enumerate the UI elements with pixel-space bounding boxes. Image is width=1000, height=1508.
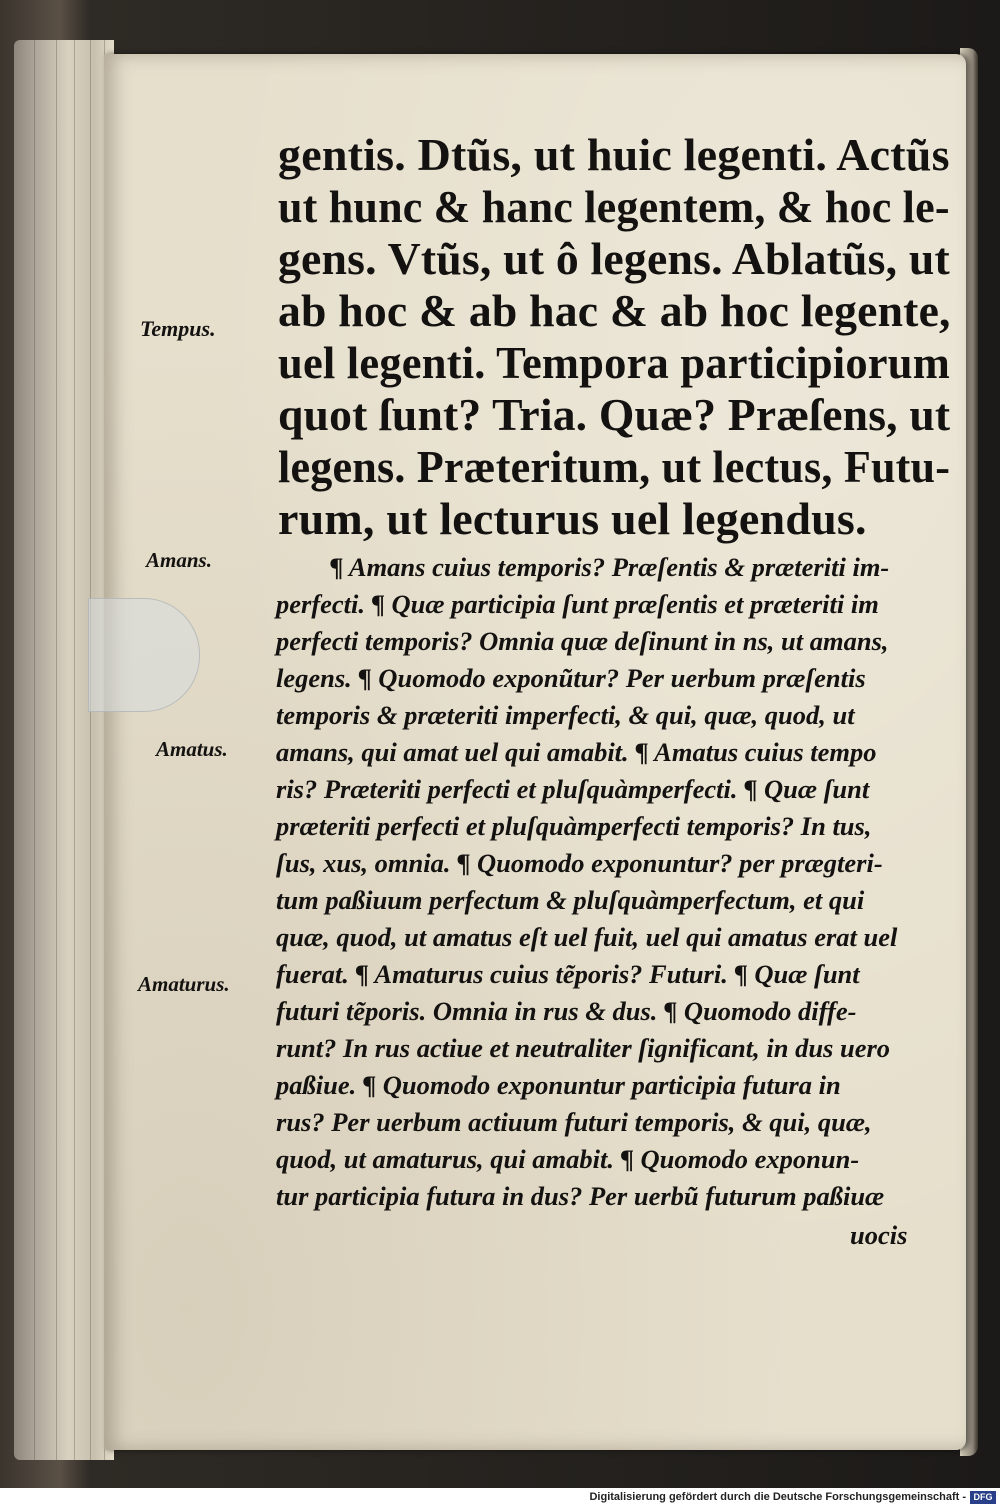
margin-note-amaturus: Amaturus. (138, 972, 230, 996)
footer-bar (0, 1488, 1000, 1508)
commentary-line: runt? In rus actiue et neutraliter ſignificant, in dus uero (276, 1033, 891, 1063)
commentary-line: amans, qui amat uel qui amabit. ¶ Amatus cuius tempo (276, 737, 877, 767)
main-text-line: gens. Vtũs, ut ô legens. Ablatũs, ut (278, 233, 950, 284)
margin-note-tempus: Tempus. (140, 316, 216, 341)
main-text-line: quot ſunt? Tria. Quæ? Præſens, ut (278, 389, 951, 440)
commentary-line: quod, ut amaturus, qui amabit. ¶ Quomodo exponun- (276, 1144, 860, 1174)
footer-credit: Digitalisierung gefördert durch die Deutsche Forschungsgemeinschaft - (589, 1491, 966, 1503)
commentary-line: ris? Præteriti perfecti et pluſquàmperfecti. ¶ Quæ ſunt (276, 774, 870, 804)
main-text-line: gentis. Dtũs, ut huic legenti. Actũs (278, 129, 950, 180)
commentary-line: temporis & præteriti imperfecti, & qui, quæ, quod, ut (276, 700, 855, 730)
main-text-line: legens. Præteritum, ut lectus, Futu- (278, 441, 951, 492)
commentary-line: futuri tẽporis. Omnia in rus & dus. ¶ Quomodo diffe- (276, 996, 857, 1026)
commentary-line: perfecti temporis? Omnia quæ deſinunt in ns, ut amans, (276, 626, 889, 656)
commentary-line: rus? Per uerbum actiuum futuri temporis, & qui, quæ, (276, 1107, 872, 1137)
margin-note-amatus: Amatus. (156, 737, 228, 761)
main-text-line: ab hoc & ab hac & ab hoc legente, (278, 285, 951, 336)
commentary-line: præteriti perfecti et pluſquàmperfecti temporis? In tus, (276, 811, 872, 841)
commentary-line: perfecti. ¶ Quæ participia ſunt præſentis et præteriti im (276, 589, 879, 619)
commentary-line: ¶ Amans cuius temporis? Præſentis & præteriti im- (330, 552, 890, 582)
dfg-logo-icon: DFG (970, 1491, 996, 1504)
main-text-line: ut hunc & hanc legentem, & hoc le- (278, 181, 950, 232)
main-text-line: rum, ut lecturus uel legendus. (278, 493, 867, 544)
margin-note-amans: Amans. (146, 548, 212, 572)
commentary-line: quæ, quod, ut amatus eſt uel fuit, uel qui amatus erat uel (276, 922, 898, 952)
page-holder-tab (88, 598, 200, 712)
commentary-line: tum paßiuum perfectum & pluſquàmperfectum, et qui (276, 885, 865, 915)
commentary-line: ſus, xus, omnia. ¶ Quomodo exponuntur? per prægteri- (276, 848, 883, 878)
commentary-line: paßiue. ¶ Quomodo exponuntur participia futura in (276, 1070, 841, 1100)
main-text-line: uel legenti. Tempora participiorum (278, 337, 951, 388)
commentary-line: fuerat. ¶ Amaturus cuius tẽporis? Futuri. ¶ Quæ ſunt (276, 959, 860, 989)
commentary-line: tur participia futura in dus? Per uerbũ futurum paßiuæ (276, 1181, 885, 1211)
catchword: uocis (850, 1220, 908, 1250)
commentary-line: legens. ¶ Quomodo exponũtur? Per uerbum præſentis (276, 663, 866, 693)
page-stack-edges (14, 40, 114, 1460)
